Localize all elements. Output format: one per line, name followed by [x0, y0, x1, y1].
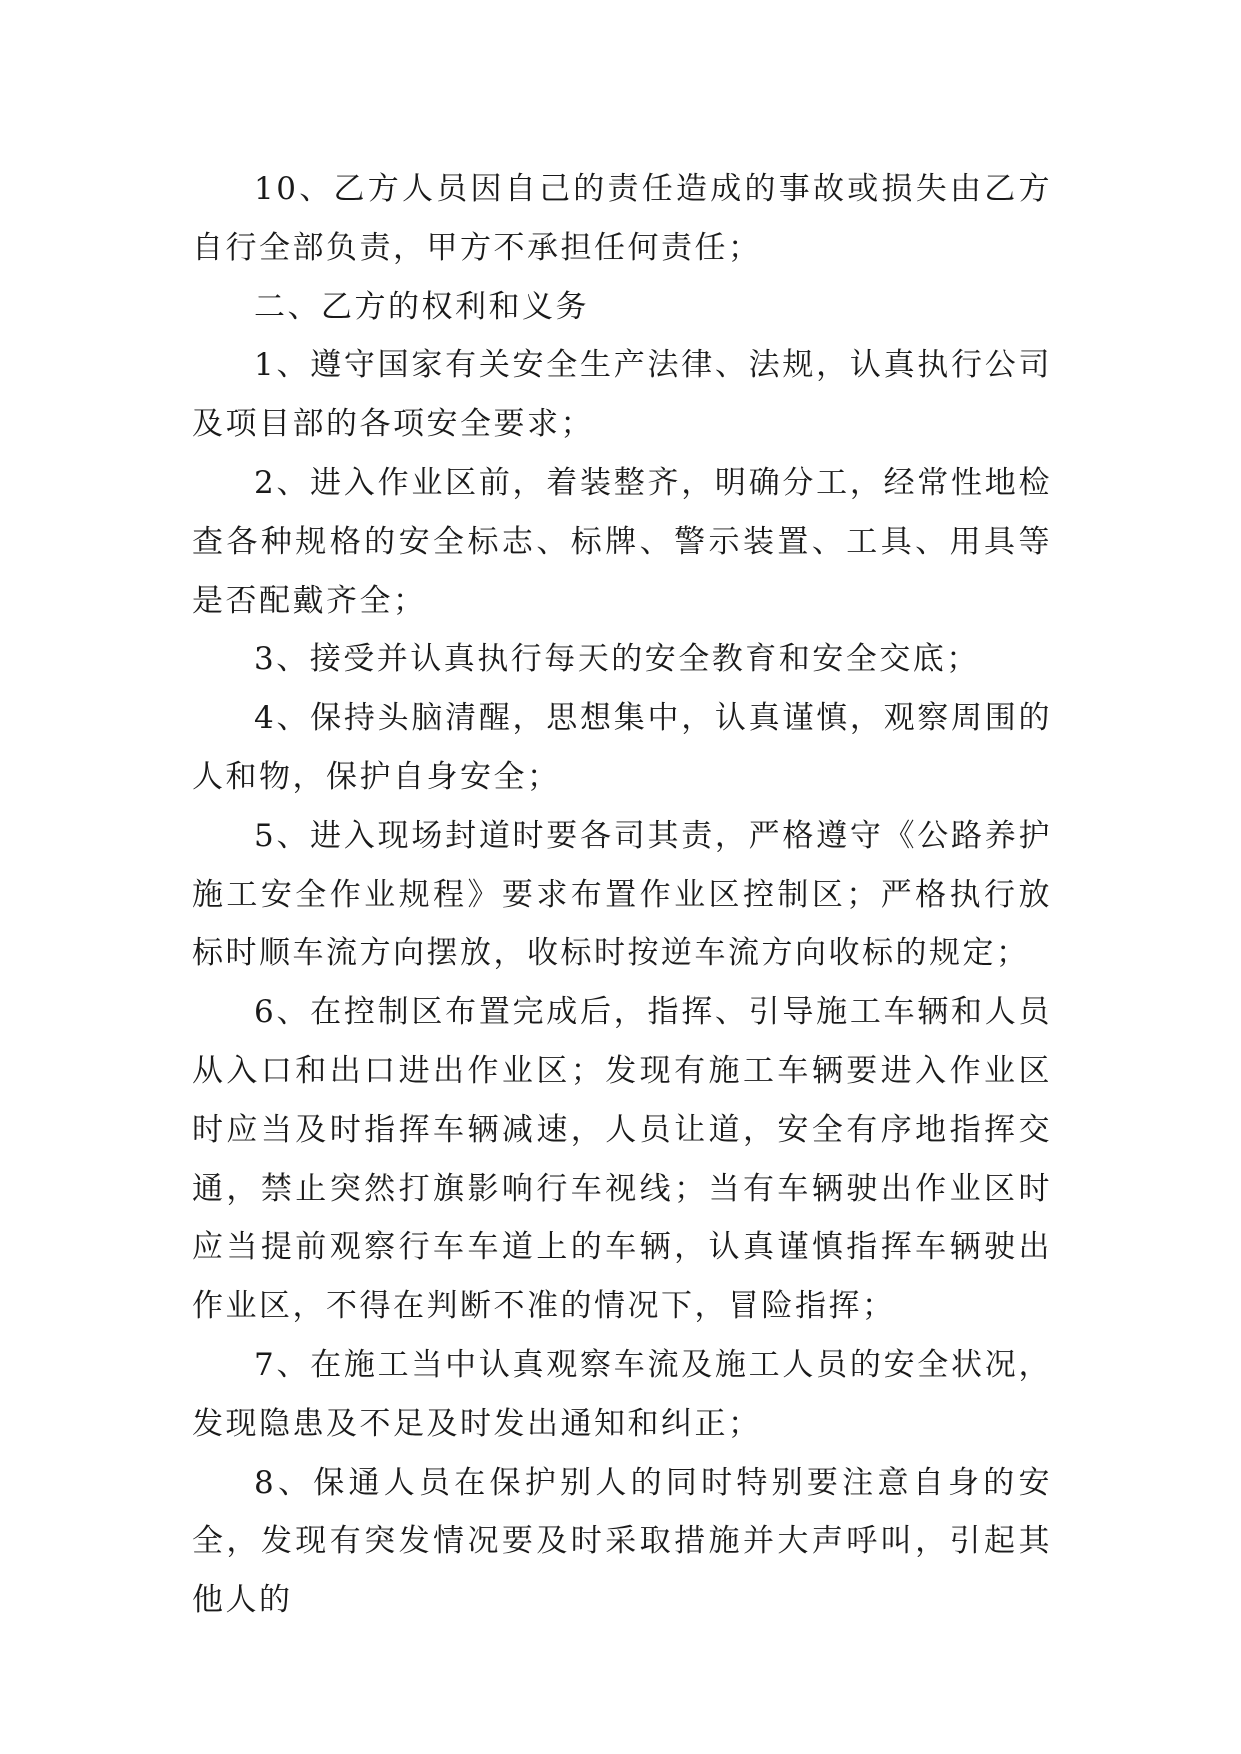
- clause-8: 8、保通人员在保护别人的同时特别要注意自身的安全，发现有突发情况要及时采取措施并大声呼叫，引起其他人的: [192, 1464, 1052, 1619]
- clause-10: 10、乙方人员因自己的责任造成的事故或损失由乙方自行全部负责，甲方不承担任何责任；: [192, 171, 1052, 266]
- clause-2: 2、进入作业区前，着装整齐，明确分工，经常性地检查各种规格的安全标志、标牌、警示装置、工具、用具等是否配戴齐全；: [192, 464, 1052, 619]
- section-heading-party-b-rights: 二、乙方的权利和义务: [254, 288, 589, 325]
- clause-4: 4、保持头脑清醒，思想集中，认真谨慎，观察周围的人和物，保护自身安全；: [192, 700, 1052, 795]
- clause-1: 1、遵守国家有关安全生产法律、法规，认真执行公司及项目部的各项安全要求；: [192, 347, 1052, 443]
- clause-6: 6、在控制区布置完成后，指挥、引导施工车辆和人员从入口和出口进出作业区；发现有施工车辆要进入作业区时应当及时指挥车辆减速，人员让道，安全有序地指挥交通，禁止突然打旗影响行车视线；当有车辆驶出作业区时应当提前观察行车车道上的车辆，认真谨慎指挥车辆驶出作业区，不得在判断不准的情况下，冒险指挥；: [192, 994, 1052, 1325]
- clause-7: 7、在施工当中认真观察车流及施工人员的安全状况，发现隐患及不足及时发出通知和纠正；: [192, 1346, 1052, 1442]
- clause-3: 3、接受并认真执行每天的安全教育和安全交底；: [254, 641, 980, 678]
- clause-5: 5、进入现场封道时要各司其责，严格遵守《公路养护施工安全作业规程》要求布置作业区控制区；严格执行放标时顺车流方向摆放，收标时按逆车流方向收标的规定；: [192, 817, 1052, 972]
- document-body: [192, 160, 1052, 1630]
